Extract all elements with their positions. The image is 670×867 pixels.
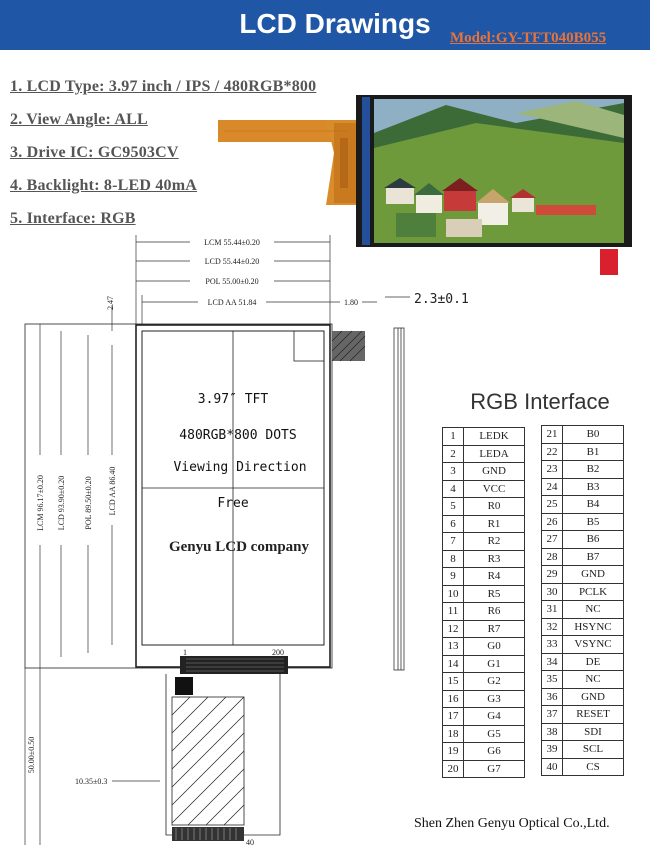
spec-view-angle: 2. View Angle: ALL	[10, 111, 148, 128]
pin-signal: R1	[464, 515, 525, 533]
pin-signal: G0	[464, 638, 525, 656]
pin-number: 6	[443, 515, 464, 533]
viewing-direction-label: Viewing Direction	[173, 460, 307, 475]
pin-number: 14	[443, 655, 464, 673]
pin-signal: DE	[563, 653, 624, 671]
pin-signal: B0	[563, 426, 624, 444]
pin-number: 10	[443, 585, 464, 603]
pin-table-left	[442, 427, 525, 778]
pin-row	[443, 725, 525, 743]
company-name: Shen Zhen Genyu Optical Co.,Ltd.	[414, 816, 610, 831]
landscape-image	[374, 99, 624, 243]
pin-signal: B4	[563, 496, 624, 514]
pin-row	[542, 461, 624, 479]
pin-number: 32	[542, 618, 563, 636]
pin-number: 30	[542, 583, 563, 601]
pin-row	[443, 550, 525, 568]
pin-number: 19	[443, 743, 464, 761]
pin-row	[443, 568, 525, 586]
pin-signal: RESET	[563, 706, 624, 724]
pin-row	[542, 566, 624, 584]
page-title: LCD Drawings	[239, 8, 431, 39]
pin-signal: CS	[563, 758, 624, 776]
viewing-free-label: Free	[217, 496, 249, 511]
pin-number: 5	[443, 498, 464, 516]
pin-row	[542, 531, 624, 549]
pin-signal: R0	[464, 498, 525, 516]
pin-row	[443, 708, 525, 726]
pin-signal: GND	[563, 566, 624, 584]
pin-row	[443, 638, 525, 656]
pin-row	[542, 723, 624, 741]
pin-signal: GND	[464, 463, 525, 481]
pin-row	[542, 688, 624, 706]
dim-thickness: 2.3±0.1	[414, 292, 469, 307]
pin-row	[443, 445, 525, 463]
pin-signal: SCL	[563, 741, 624, 759]
pin-number: 7	[443, 533, 464, 551]
pin-number: 24	[542, 478, 563, 496]
spec-backlight: 4. Backlight: 8-LED 40mA	[10, 177, 198, 194]
pin-signal: R5	[464, 585, 525, 603]
pin-number: 2	[443, 445, 464, 463]
pin-number: 15	[443, 673, 464, 691]
screen-size-label: 3.97″ TFT	[197, 392, 269, 407]
rgb-interface-title: RGB Interface	[470, 389, 610, 414]
fpc-pin-first: 1	[183, 648, 187, 657]
fpc-ribbon-image	[218, 120, 361, 205]
pin-number: 17	[443, 708, 464, 726]
pin-signal: VSYNC	[563, 636, 624, 654]
pin-number: 35	[542, 671, 563, 689]
pin-row	[542, 601, 624, 619]
pin-number: 13	[443, 638, 464, 656]
pin-number: 3	[443, 463, 464, 481]
pin-row	[443, 603, 525, 621]
dim-lcm-width: LCM 55.44±0.20	[204, 238, 260, 247]
pin-signal: R3	[464, 550, 525, 568]
pin-row	[443, 690, 525, 708]
fpc-pin-last: 40	[246, 838, 254, 847]
spec-drive-ic: 3. Drive IC: GC9503CV	[10, 144, 179, 161]
pin-row	[443, 515, 525, 533]
genyu-company-label: Genyu LCD company	[168, 539, 310, 555]
pin-number: 18	[443, 725, 464, 743]
pin-number: 39	[542, 741, 563, 759]
dim-aa-width: LCD AA 51.84	[207, 298, 257, 307]
pin-row	[542, 636, 624, 654]
pin-number: 1	[443, 428, 464, 446]
pin-number: 29	[542, 566, 563, 584]
dim-aa-height: LCD AA 86.40	[108, 466, 117, 516]
pin-row	[542, 758, 624, 776]
pin-row	[542, 583, 624, 601]
pin-signal: R6	[464, 603, 525, 621]
pin-signal: G3	[464, 690, 525, 708]
pin-row	[443, 480, 525, 498]
pin-number: 27	[542, 531, 563, 549]
pin-signal: B3	[563, 478, 624, 496]
pin-number: 33	[542, 636, 563, 654]
pin-row	[542, 478, 624, 496]
pin-row	[542, 443, 624, 461]
pin-signal: G1	[464, 655, 525, 673]
pin-signal: R7	[464, 620, 525, 638]
pin-signal: PCLK	[563, 583, 624, 601]
pin-number: 34	[542, 653, 563, 671]
pin-row	[542, 548, 624, 566]
pin-signal: B1	[563, 443, 624, 461]
pin-row	[443, 743, 525, 761]
pin-signal: G5	[464, 725, 525, 743]
pin-signal: B6	[563, 531, 624, 549]
pin-row	[443, 533, 525, 551]
dim-lcm-height: LCM 96.17±0.20	[36, 475, 45, 531]
pin-signal: B2	[563, 461, 624, 479]
pin-signal: G6	[464, 743, 525, 761]
pin-row	[542, 426, 624, 444]
pin-row	[542, 513, 624, 531]
pin-number: 40	[542, 758, 563, 776]
pin-number: 38	[542, 723, 563, 741]
pin-number: 21	[542, 426, 563, 444]
screen-resolution-label: 480RGB*800 DOTS	[179, 428, 297, 443]
pin-number: 22	[542, 443, 563, 461]
pin-number: 25	[542, 496, 563, 514]
pin-number: 36	[542, 688, 563, 706]
pin-number: 37	[542, 706, 563, 724]
pin-row	[542, 741, 624, 759]
dim-offset-top: 2.47	[106, 296, 115, 310]
pin-row	[542, 618, 624, 636]
pin-number: 11	[443, 603, 464, 621]
pin-signal: B7	[563, 548, 624, 566]
pin-signal: LEDK	[464, 428, 525, 446]
spec-lcd-type: 1. LCD Type: 3.97 inch / IPS / 480RGB*800	[10, 78, 317, 95]
dim-offset-right: 1.80	[344, 298, 358, 307]
pin-signal: R2	[464, 533, 525, 551]
pin-row	[443, 760, 525, 778]
pin-row	[443, 585, 525, 603]
pin-signal: G4	[464, 708, 525, 726]
pin-row	[542, 706, 624, 724]
dim-fpc-length: 50.00±0.50	[27, 736, 36, 774]
pin-number: 20	[443, 760, 464, 778]
dim-lcd-width: LCD 55.44±0.20	[204, 257, 260, 266]
dim-lcd-height: LCD 93.90±0.20	[57, 475, 66, 531]
pin-row	[443, 673, 525, 691]
pin-signal: NC	[563, 601, 624, 619]
pin-signal: G7	[464, 760, 525, 778]
dim-pol-width: POL 55.00±0.20	[205, 277, 259, 286]
dim-pol-height: POL 89.50±0.20	[84, 476, 93, 530]
pin-table-right	[541, 425, 624, 776]
pin-row	[443, 463, 525, 481]
pin-signal: HSYNC	[563, 618, 624, 636]
pin-signal: LEDA	[464, 445, 525, 463]
pin-row	[443, 620, 525, 638]
pin-number: 26	[542, 513, 563, 531]
pin-number: 23	[542, 461, 563, 479]
pin-signal: NC	[563, 671, 624, 689]
fpc-connector-drawing	[166, 648, 288, 847]
pin-signal: GND	[563, 688, 624, 706]
pin-number: 9	[443, 568, 464, 586]
pin-row	[443, 655, 525, 673]
pin-number: 16	[443, 690, 464, 708]
pin-row	[542, 671, 624, 689]
pin-signal: VCC	[464, 480, 525, 498]
pin-number: 12	[443, 620, 464, 638]
pin-number: 31	[542, 601, 563, 619]
pin-row	[542, 496, 624, 514]
pin-signal: R4	[464, 568, 525, 586]
pin-signal: SDI	[563, 723, 624, 741]
pin-row	[443, 498, 525, 516]
pin-number: 4	[443, 480, 464, 498]
pin-number: 8	[443, 550, 464, 568]
model-label: Model:GY-TFT040B055	[450, 30, 607, 46]
pin-signal: B5	[563, 513, 624, 531]
pin-row	[542, 653, 624, 671]
pin-row	[443, 428, 525, 446]
pin-number: 28	[542, 548, 563, 566]
pin-signal: G2	[464, 673, 525, 691]
spec-interface: 5. Interface: RGB	[10, 210, 136, 227]
dim-fpc-width: 10.35±0.3	[75, 777, 108, 786]
fpc-pin-mid: 200	[272, 648, 284, 657]
